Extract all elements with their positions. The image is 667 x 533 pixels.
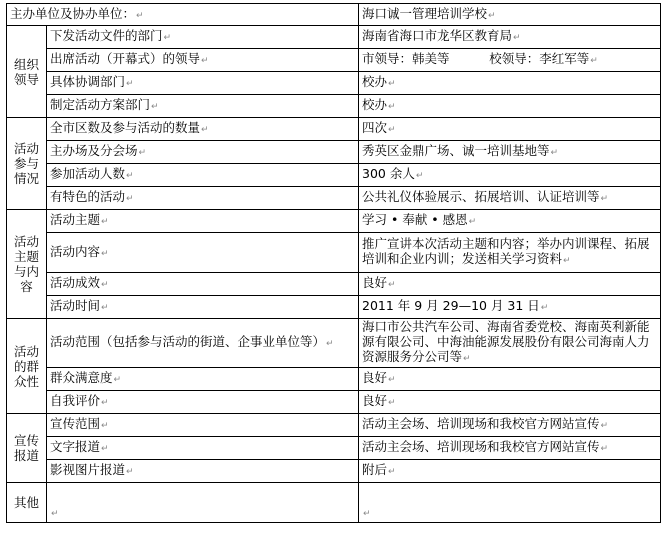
table-row: [7, 233, 661, 273]
row-value: 校办↵: [359, 72, 661, 95]
row-value: ↵: [359, 483, 661, 523]
table-row: [7, 273, 661, 296]
row-label: 文字报道↵: [47, 437, 359, 460]
row-value: 附后↵: [359, 460, 661, 483]
header-value: 海口诚一管理培训学校↵: [359, 4, 661, 26]
row-value: 2011 年 9 月 29—10 月 31 日↵: [359, 296, 661, 319]
table-row: [7, 164, 661, 187]
category-participation: 活动 参与 情况: [7, 118, 47, 210]
row-value: 海口市公共汽车公司、海南省委党校、海南英利新能源有限公司、中海油能源发展股份有限公司海南人力资源服务分公司等↵: [359, 319, 661, 368]
row-value: 良好↵: [359, 391, 661, 414]
category-organization: 组织 领导: [7, 26, 47, 118]
category-mass-participation: 活动 的群 众性: [7, 319, 47, 414]
table-row: [7, 49, 661, 72]
table-row: [7, 414, 661, 437]
row-value: 300 余人↵: [359, 164, 661, 187]
row-label: 具体协调部门↵: [47, 72, 359, 95]
table-row: [7, 368, 661, 391]
row-label: 活动内容↵: [47, 233, 359, 273]
row-value: 活动主会场、培训现场和我校官方网站宣传↵: [359, 414, 661, 437]
table-row: [7, 72, 661, 95]
row-label: 活动范围（包括参与活动的街道、企事业单位等）↵: [47, 319, 359, 368]
table-row: [7, 187, 661, 210]
table-row: [7, 296, 661, 319]
row-label: 活动主题↵: [47, 210, 359, 233]
row-label: ↵: [47, 483, 359, 523]
row-value: 秀英区金鼎广场、诚一培训基地等↵: [359, 141, 661, 164]
row-value: 市领导：韩美等 校领导：李红军等↵: [359, 49, 661, 72]
row-label: 自我评价↵: [47, 391, 359, 414]
row-label: 参加活动人数↵: [47, 164, 359, 187]
table-row: [7, 391, 661, 414]
row-value: 校办↵: [359, 95, 661, 118]
row-label: 宣传范围↵: [47, 414, 359, 437]
row-value: 四次↵: [359, 118, 661, 141]
row-label: 群众满意度↵: [47, 368, 359, 391]
table-row: [7, 437, 661, 460]
row-label: 活动时间↵: [47, 296, 359, 319]
header-label: 主办单位及协办单位：↵: [7, 4, 359, 26]
row-label: 制定活动方案部门↵: [47, 95, 359, 118]
row-label: 主办场及分会场↵: [47, 141, 359, 164]
row-label: 下发活动文件的部门↵: [47, 26, 359, 49]
row-value: 海南省海口市龙华区教育局↵: [359, 26, 661, 49]
table-row: [7, 4, 661, 26]
row-label: 出席活动（开幕式）的领导↵: [47, 49, 359, 72]
table-row: [7, 483, 661, 523]
row-value: 学习 • 奉献 • 感恩↵: [359, 210, 661, 233]
table-row: [7, 319, 661, 368]
row-label: 全市区数及参与活动的数量↵: [47, 118, 359, 141]
table-row: [7, 26, 661, 49]
row-label: 影视图片报道↵: [47, 460, 359, 483]
table-row: [7, 141, 661, 164]
category-theme-content: 活动 主题 与内 容: [7, 210, 47, 319]
table-row: [7, 95, 661, 118]
table-row: [7, 210, 661, 233]
category-publicity: 宣传 报道: [7, 414, 47, 483]
row-value: 良好↵: [359, 273, 661, 296]
row-label: 有特色的活动↵: [47, 187, 359, 210]
row-value: 良好↵: [359, 368, 661, 391]
row-value: 活动主会场、培训现场和我校官方网站宣传↵: [359, 437, 661, 460]
table-row: [7, 460, 661, 483]
table-row: [7, 118, 661, 141]
row-value: 公共礼仪体验展示、拓展培训、认证培训等↵: [359, 187, 661, 210]
category-other: 其他: [7, 483, 47, 523]
row-label: 活动成效↵: [47, 273, 359, 296]
row-value: 推广宣讲本次活动主题和内容；举办内训课程、拓展培训和企业内训；发送相关学习资料↵: [359, 233, 661, 273]
activity-info-table: [6, 3, 661, 523]
